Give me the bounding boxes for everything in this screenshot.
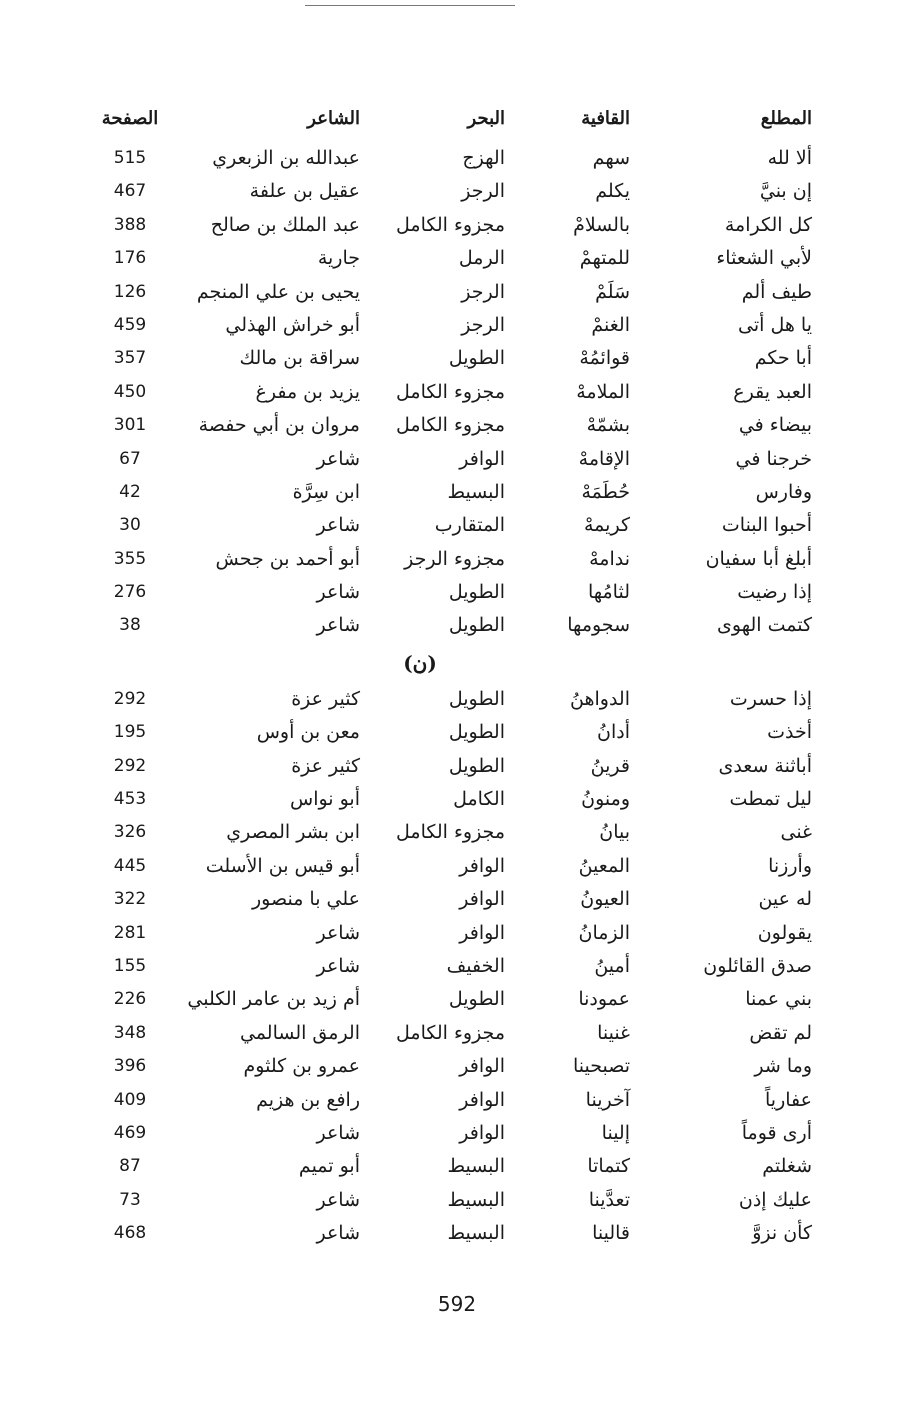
cell-shaer: أبو أحمد بن جحش bbox=[215, 547, 360, 570]
cell-shaer: يحيى بن علي المنجم bbox=[196, 280, 360, 303]
cell-matla: بيضاء في bbox=[738, 414, 812, 437]
table-row bbox=[90, 342, 830, 375]
cell-qafiya: أدانُ bbox=[597, 721, 630, 744]
cell-qafiya: سَلَمْ bbox=[595, 280, 630, 303]
cell-bahr: الرجز bbox=[461, 180, 505, 203]
cell-qafiya: بشمّهْ bbox=[586, 414, 630, 437]
cell-safha: 67 bbox=[119, 448, 141, 469]
cell-matla: إذا رضيت bbox=[737, 581, 812, 604]
header-bahr: البحر bbox=[467, 108, 505, 129]
cell-matla: لم تقض bbox=[749, 1021, 812, 1044]
cell-qafiya: للمتهمْ bbox=[579, 247, 630, 270]
cell-matla: عفارياً bbox=[765, 1088, 812, 1111]
table-row bbox=[90, 983, 830, 1016]
cell-matla: وفارس bbox=[755, 480, 812, 503]
table-row bbox=[90, 950, 830, 983]
table-row bbox=[90, 142, 830, 175]
table-row bbox=[90, 576, 830, 609]
cell-shaer: عمرو بن كلثوم bbox=[243, 1055, 360, 1078]
cell-safha: 396 bbox=[113, 1056, 147, 1077]
cell-qafiya: ومنونُ bbox=[581, 788, 630, 811]
cell-shaer: أبو نواس bbox=[290, 788, 360, 811]
table-row bbox=[90, 175, 830, 208]
cell-bahr: مجزوء الكامل bbox=[396, 380, 505, 403]
cell-matla: خرجنا في bbox=[735, 447, 812, 470]
table-row bbox=[90, 716, 830, 749]
cell-bahr: البسيط bbox=[447, 1222, 505, 1245]
cell-safha: 445 bbox=[113, 855, 147, 876]
table-row bbox=[90, 1150, 830, 1183]
table-row bbox=[90, 917, 830, 950]
cell-safha: 453 bbox=[113, 789, 147, 810]
cell-safha: 42 bbox=[119, 481, 141, 502]
table-row bbox=[90, 609, 830, 642]
cell-bahr: البسيط bbox=[447, 480, 505, 503]
cell-shaer: جارية bbox=[317, 247, 360, 270]
cell-qafiya: تعدَّينا bbox=[588, 1188, 630, 1211]
cell-qafiya: سهم bbox=[592, 147, 630, 169]
cell-qafiya: الغنمْ bbox=[591, 313, 630, 336]
cell-safha: 450 bbox=[113, 381, 147, 402]
table-row bbox=[90, 476, 830, 509]
cell-shaer: شاعر bbox=[316, 1121, 360, 1144]
cell-qafiya: غنينا bbox=[597, 1021, 630, 1044]
cell-shaer: كثير عزة bbox=[291, 687, 360, 710]
table-row bbox=[90, 1117, 830, 1150]
cell-qafiya: ندامهْ bbox=[589, 547, 630, 570]
cell-bahr: الطويل bbox=[448, 988, 505, 1011]
cell-matla: شغلتم bbox=[762, 1155, 812, 1178]
cell-qafiya: الإقامهْ bbox=[578, 447, 630, 470]
page-number: 592 bbox=[437, 1292, 477, 1316]
cell-qafiya: الزمانُ bbox=[578, 921, 630, 944]
cell-shaer: أم زيد بن عامر الكلبي bbox=[187, 988, 360, 1011]
cell-safha: 73 bbox=[119, 1189, 141, 1210]
cell-qafiya: قوائمُهْ bbox=[579, 347, 630, 370]
cell-bahr: الوافر bbox=[459, 1088, 505, 1111]
cell-safha: 276 bbox=[113, 582, 147, 603]
cell-bahr: الطويل bbox=[448, 614, 505, 637]
cell-matla: أبا حكم bbox=[754, 347, 812, 370]
cell-shaer: الرمق السالمي bbox=[239, 1021, 360, 1044]
cell-bahr: الوافر bbox=[459, 1055, 505, 1078]
cell-shaer: شاعر bbox=[316, 921, 360, 944]
cell-qafiya: آخرينا bbox=[585, 1088, 630, 1111]
cell-bahr: الوافر bbox=[459, 888, 505, 911]
table-row bbox=[90, 509, 830, 542]
table-header bbox=[90, 100, 830, 138]
cell-qafiya: يكلم bbox=[595, 180, 630, 203]
table-row bbox=[90, 816, 830, 849]
cell-matla: كتمت الهوى bbox=[717, 614, 812, 637]
cell-safha: 409 bbox=[113, 1089, 147, 1110]
table-row bbox=[90, 409, 830, 442]
cell-qafiya: الدواهنُ bbox=[570, 687, 630, 710]
cell-shaer: أبو تميم bbox=[298, 1155, 360, 1178]
cell-matla: أحبوا البنات bbox=[721, 514, 812, 537]
cell-matla: أبلغ أبا سفيان bbox=[705, 547, 812, 570]
cell-safha: 515 bbox=[113, 148, 147, 168]
cell-qafiya: لثامُها bbox=[587, 581, 630, 604]
cell-matla: أرى قوماً bbox=[741, 1121, 812, 1144]
cell-bahr: الهزج bbox=[462, 147, 505, 169]
cell-safha: 176 bbox=[113, 248, 147, 269]
table-row bbox=[90, 750, 830, 783]
cell-shaer: معن بن أوس bbox=[256, 721, 360, 744]
cell-bahr: مجزوء الكامل bbox=[396, 414, 505, 437]
cell-safha: 467 bbox=[113, 181, 147, 202]
table-row bbox=[90, 443, 830, 476]
cell-bahr: مجزوء الكامل bbox=[396, 1021, 505, 1044]
cell-bahr: المتقارب bbox=[434, 514, 505, 537]
index-table bbox=[90, 100, 830, 1251]
cell-bahr: الرجز bbox=[461, 313, 505, 336]
cell-shaer: شاعر bbox=[316, 447, 360, 470]
header-shaer: الشاعر bbox=[307, 108, 360, 129]
cell-shaer: يزيد بن مفرغ bbox=[255, 380, 360, 403]
table-row bbox=[90, 1017, 830, 1050]
cell-bahr: الوافر bbox=[459, 921, 505, 944]
cell-qafiya: بالسلامْ bbox=[573, 213, 630, 236]
cell-matla: يا هل أتى bbox=[738, 313, 812, 336]
cell-matla: طيف ألم bbox=[741, 280, 812, 303]
cell-matla: العبد يقرع bbox=[733, 380, 812, 403]
cell-qafiya: كريمهْ bbox=[584, 514, 630, 537]
cell-safha: 38 bbox=[119, 615, 141, 636]
cell-shaer: ابن سِرَّة bbox=[292, 480, 360, 503]
cell-bahr: الطويل bbox=[448, 687, 505, 710]
cell-qafiya: قرينُ bbox=[590, 754, 630, 777]
cell-safha: 469 bbox=[113, 1122, 147, 1143]
cell-shaer: شاعر bbox=[316, 514, 360, 537]
header-matla: المطلع bbox=[760, 108, 812, 129]
cell-matla: غنى bbox=[780, 821, 812, 844]
cell-safha: 326 bbox=[113, 822, 147, 843]
cell-qafiya: حُطَمَهْ bbox=[581, 480, 630, 503]
cell-qafiya: أمينُ bbox=[594, 954, 630, 977]
cell-shaer: شاعر bbox=[316, 1222, 360, 1245]
cell-bahr: الطويل bbox=[448, 754, 505, 777]
cell-qafiya: بيانُ bbox=[599, 821, 630, 844]
cell-bahr: مجزوء الكامل bbox=[396, 821, 505, 844]
cell-safha: 355 bbox=[113, 548, 147, 569]
cell-bahr: مجزوء الكامل bbox=[396, 213, 505, 236]
cell-safha: 468 bbox=[113, 1223, 147, 1244]
cell-shaer: أبو قيس بن الأسلت bbox=[205, 854, 360, 877]
cell-matla: كأن نزوَّ bbox=[752, 1222, 812, 1245]
cell-bahr: الرجز bbox=[461, 280, 505, 303]
group-noon bbox=[90, 683, 830, 1251]
cell-qafiya: إلينا bbox=[601, 1121, 630, 1144]
cell-matla: أخذت bbox=[767, 721, 812, 744]
cell-qafiya: عمودنا bbox=[578, 988, 630, 1011]
table-row bbox=[90, 783, 830, 816]
cell-qafiya: الملامهْ bbox=[576, 380, 630, 403]
cell-bahr: الطويل bbox=[448, 581, 505, 604]
cell-matla: وأرزنا bbox=[768, 854, 812, 877]
cell-matla: لأبي الشعثاء bbox=[716, 247, 812, 270]
group-meem bbox=[90, 142, 830, 643]
header-qafiya: القافية bbox=[581, 108, 630, 129]
cell-qafiya: سجومها bbox=[567, 614, 630, 637]
cell-shaer: عبدالله بن الزبعري bbox=[212, 147, 360, 169]
table-row bbox=[90, 1184, 830, 1217]
cell-bahr: الرمل bbox=[458, 247, 505, 270]
cell-shaer: شاعر bbox=[316, 614, 360, 637]
cell-bahr: الكامل bbox=[453, 788, 505, 811]
cell-safha: 388 bbox=[113, 214, 147, 235]
cell-shaer: ابن بشر المصري bbox=[226, 821, 360, 844]
table-row bbox=[90, 1084, 830, 1117]
cell-shaer: عبد الملك بن صالح bbox=[210, 213, 360, 236]
cell-matla: ألا لله bbox=[767, 147, 812, 169]
cell-bahr: الخفيف bbox=[446, 954, 505, 977]
cell-bahr: الوافر bbox=[459, 1121, 505, 1144]
cell-safha: 292 bbox=[113, 688, 147, 709]
cell-bahr: البسيط bbox=[447, 1155, 505, 1178]
table-row bbox=[90, 1217, 830, 1250]
table-row bbox=[90, 309, 830, 342]
cell-safha: 322 bbox=[113, 889, 147, 910]
cell-safha: 155 bbox=[113, 955, 147, 976]
cell-qafiya: تصبحينا bbox=[572, 1055, 630, 1078]
cell-bahr: الطويل bbox=[448, 347, 505, 370]
cell-shaer: مروان بن أبي حفصة bbox=[198, 414, 360, 437]
cell-matla: ليل تمطت bbox=[729, 788, 812, 811]
cell-matla: وما شر bbox=[754, 1055, 812, 1078]
cell-safha: 195 bbox=[113, 722, 147, 743]
cell-matla: بني عمنا bbox=[745, 988, 812, 1011]
cell-shaer: شاعر bbox=[316, 1188, 360, 1211]
cell-qafiya: قالينا bbox=[592, 1222, 630, 1245]
cell-shaer: كثير عزة bbox=[291, 754, 360, 777]
cell-bahr: مجزوء الرجز bbox=[404, 547, 505, 570]
cell-safha: 301 bbox=[113, 415, 147, 436]
cell-safha: 357 bbox=[113, 348, 147, 369]
cell-shaer: علي با منصور bbox=[252, 888, 360, 911]
table-row bbox=[90, 276, 830, 309]
cell-matla: كل الكرامة bbox=[724, 213, 812, 236]
cell-bahr: الطويل bbox=[448, 721, 505, 744]
table-row bbox=[90, 883, 830, 916]
cell-matla: إن بنيَّ bbox=[759, 180, 812, 203]
cell-shaer: رافع بن هزيم bbox=[256, 1088, 360, 1111]
table-row bbox=[90, 242, 830, 275]
cell-bahr: الوافر bbox=[459, 854, 505, 877]
cell-matla: له عين bbox=[758, 888, 812, 911]
cell-shaer: سراقة بن مالك bbox=[239, 347, 360, 370]
cell-safha: 281 bbox=[113, 922, 147, 943]
cell-shaer: شاعر bbox=[316, 954, 360, 977]
cell-safha: 292 bbox=[113, 755, 147, 776]
cell-shaer: أبو خراش الهذلي bbox=[225, 313, 360, 336]
cell-safha: 226 bbox=[113, 989, 147, 1010]
table-row bbox=[90, 209, 830, 242]
top-rule bbox=[305, 5, 515, 6]
cell-qafiya: العيونُ bbox=[580, 888, 630, 911]
cell-matla: إذا حسرت bbox=[729, 687, 812, 710]
table-row bbox=[90, 376, 830, 409]
table-row bbox=[90, 543, 830, 576]
table-row bbox=[90, 1050, 830, 1083]
cell-matla: عليك إذن bbox=[738, 1188, 812, 1211]
cell-bahr: الوافر bbox=[459, 447, 505, 470]
cell-safha: 126 bbox=[113, 281, 147, 302]
cell-shaer: عقيل بن علفة bbox=[249, 180, 360, 203]
cell-safha: 459 bbox=[113, 314, 147, 335]
table-row bbox=[90, 850, 830, 883]
cell-safha: 348 bbox=[113, 1022, 147, 1043]
cell-safha: 30 bbox=[119, 515, 141, 536]
cell-matla: صدق القائلون bbox=[703, 954, 812, 977]
cell-qafiya: المعينُ bbox=[578, 854, 630, 877]
cell-safha: 87 bbox=[119, 1156, 141, 1177]
section-heading-noon: (ن) bbox=[403, 650, 437, 675]
table-row bbox=[90, 683, 830, 716]
cell-matla: يقولون bbox=[757, 921, 812, 944]
cell-matla: أباثنة سعدى bbox=[718, 754, 812, 777]
cell-qafiya: كتماتا bbox=[587, 1155, 630, 1178]
header-safha: الصفحة bbox=[101, 108, 159, 129]
cell-shaer: شاعر bbox=[316, 581, 360, 604]
cell-bahr: البسيط bbox=[447, 1188, 505, 1211]
